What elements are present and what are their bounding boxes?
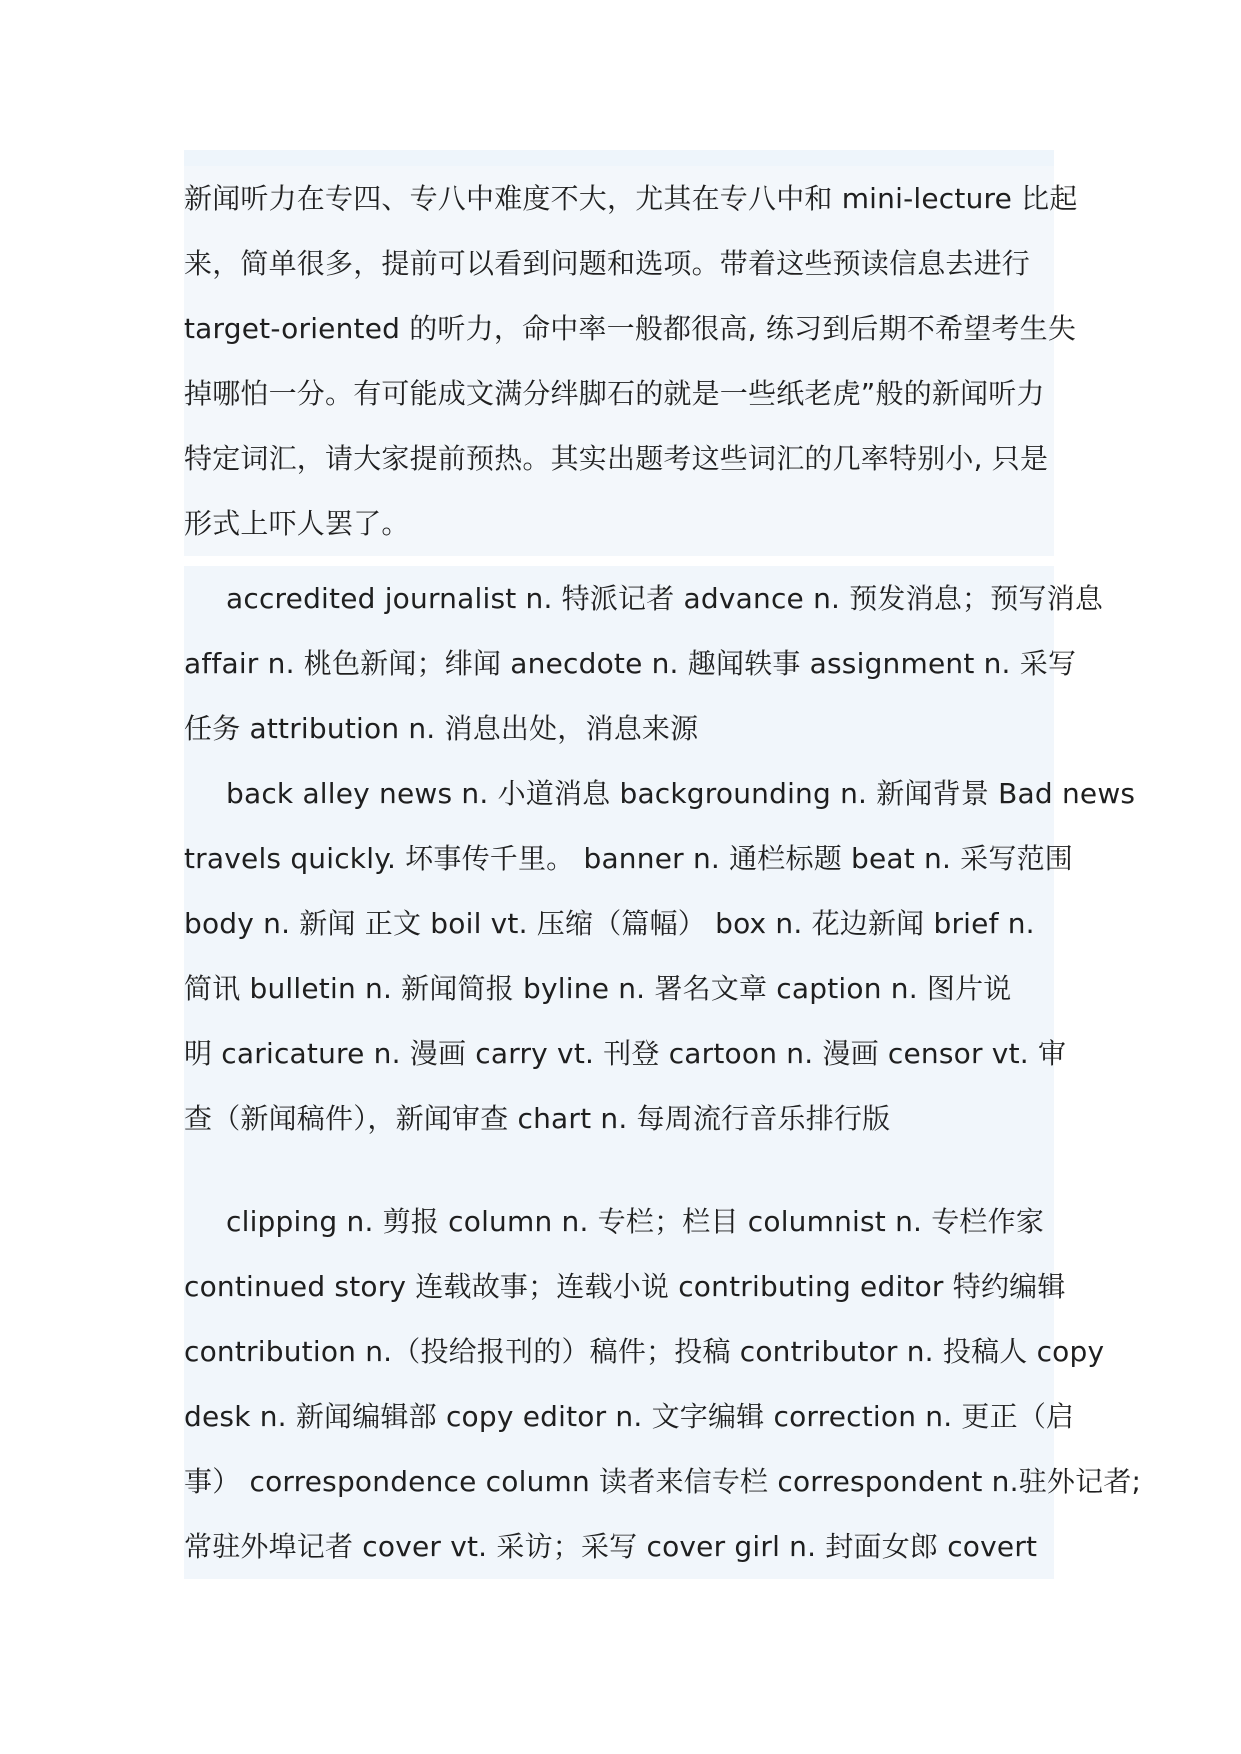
vocab-line: accredited journalist n. 特派记者 advance n. 预发消息；预写消息	[226, 582, 1104, 615]
vocab-line: 查（新闻稿件），新闻审查 chart n. 每周流行音乐排行版	[184, 1102, 891, 1135]
vocab-line: clipping n. 剪报 column n. 专栏；栏目 columnist n. 专栏作家	[226, 1205, 1045, 1238]
intro-line: 新闻听力在专四、专八中难度不大，尤其在专八中和 mini-lecture 比起	[184, 182, 1078, 215]
vocab-line: 明 caricature n. 漫画 carry vt. 刊登 cartoon n. 漫画 censor vt. 审	[184, 1037, 1067, 1070]
vocab-section-c	[184, 1189, 1142, 1579]
vocab-line: body n. 新闻 正文 boil vt. 压缩（篇幅） box n. 花边新闻 brief n.	[184, 907, 1035, 940]
intro-paragraph	[184, 166, 1078, 556]
vocab-line: 事） correspondence column 读者来信专栏 correspondent n.驻外记者;	[184, 1465, 1142, 1498]
paragraph-separator	[184, 556, 1054, 566]
intro-line: 特定词汇，请大家提前预热。其实出题考这些词汇的几率特别小, 只是	[184, 442, 1049, 475]
vocab-section-a	[184, 566, 1104, 761]
vocab-line: back alley news n. 小道消息 backgrounding n. 新闻背景 Bad news	[226, 777, 1136, 810]
section-gap	[184, 1151, 1054, 1189]
intro-line: 形式上吓人罢了。	[184, 491, 409, 556]
vocab-line: desk n. 新闻编辑部 copy editor n. 文字编辑 correction n. 更正（启	[184, 1400, 1075, 1433]
intro-line: target-oriented 的听力，命中率一般都很高, 练习到后期不希望考生失	[184, 312, 1077, 345]
vocab-line: 任务 attribution n. 消息出处，消息来源	[184, 712, 699, 745]
vocab-section-b	[184, 761, 1136, 1151]
vocab-line: 简讯 bulletin n. 新闻简报 byline n. 署名文章 caption n. 图片说	[184, 972, 1012, 1005]
vocab-line: travels quickly. 坏事传千里。 banner n. 通栏标题 beat n. 采写范围	[184, 842, 1073, 875]
vocab-line: 常驻外埠记者 cover vt. 采访；采写 cover girl n. 封面女郎 covert	[184, 1530, 1038, 1563]
intro-line: 掉哪怕一分。有可能成文满分绊脚石的就是一些纸老虎”般的新闻听力	[184, 377, 1045, 410]
vocab-line: affair n. 桃色新闻；绯闻 anecdote n. 趣闻轶事 assignment n. 采写	[184, 647, 1077, 680]
vocab-line: contribution n.（投给报刊的）稿件；投稿 contributor n. 投稿人 copy	[184, 1335, 1105, 1368]
highlight-band-top	[184, 150, 1054, 166]
vocab-line: continued story 连载故事；连载小说 contributing editor 特约编辑	[184, 1270, 1066, 1303]
intro-line: 来，简单很多，提前可以看到问题和选项。带着这些预读信息去进行	[184, 247, 1031, 280]
document-page	[184, 150, 1142, 1579]
